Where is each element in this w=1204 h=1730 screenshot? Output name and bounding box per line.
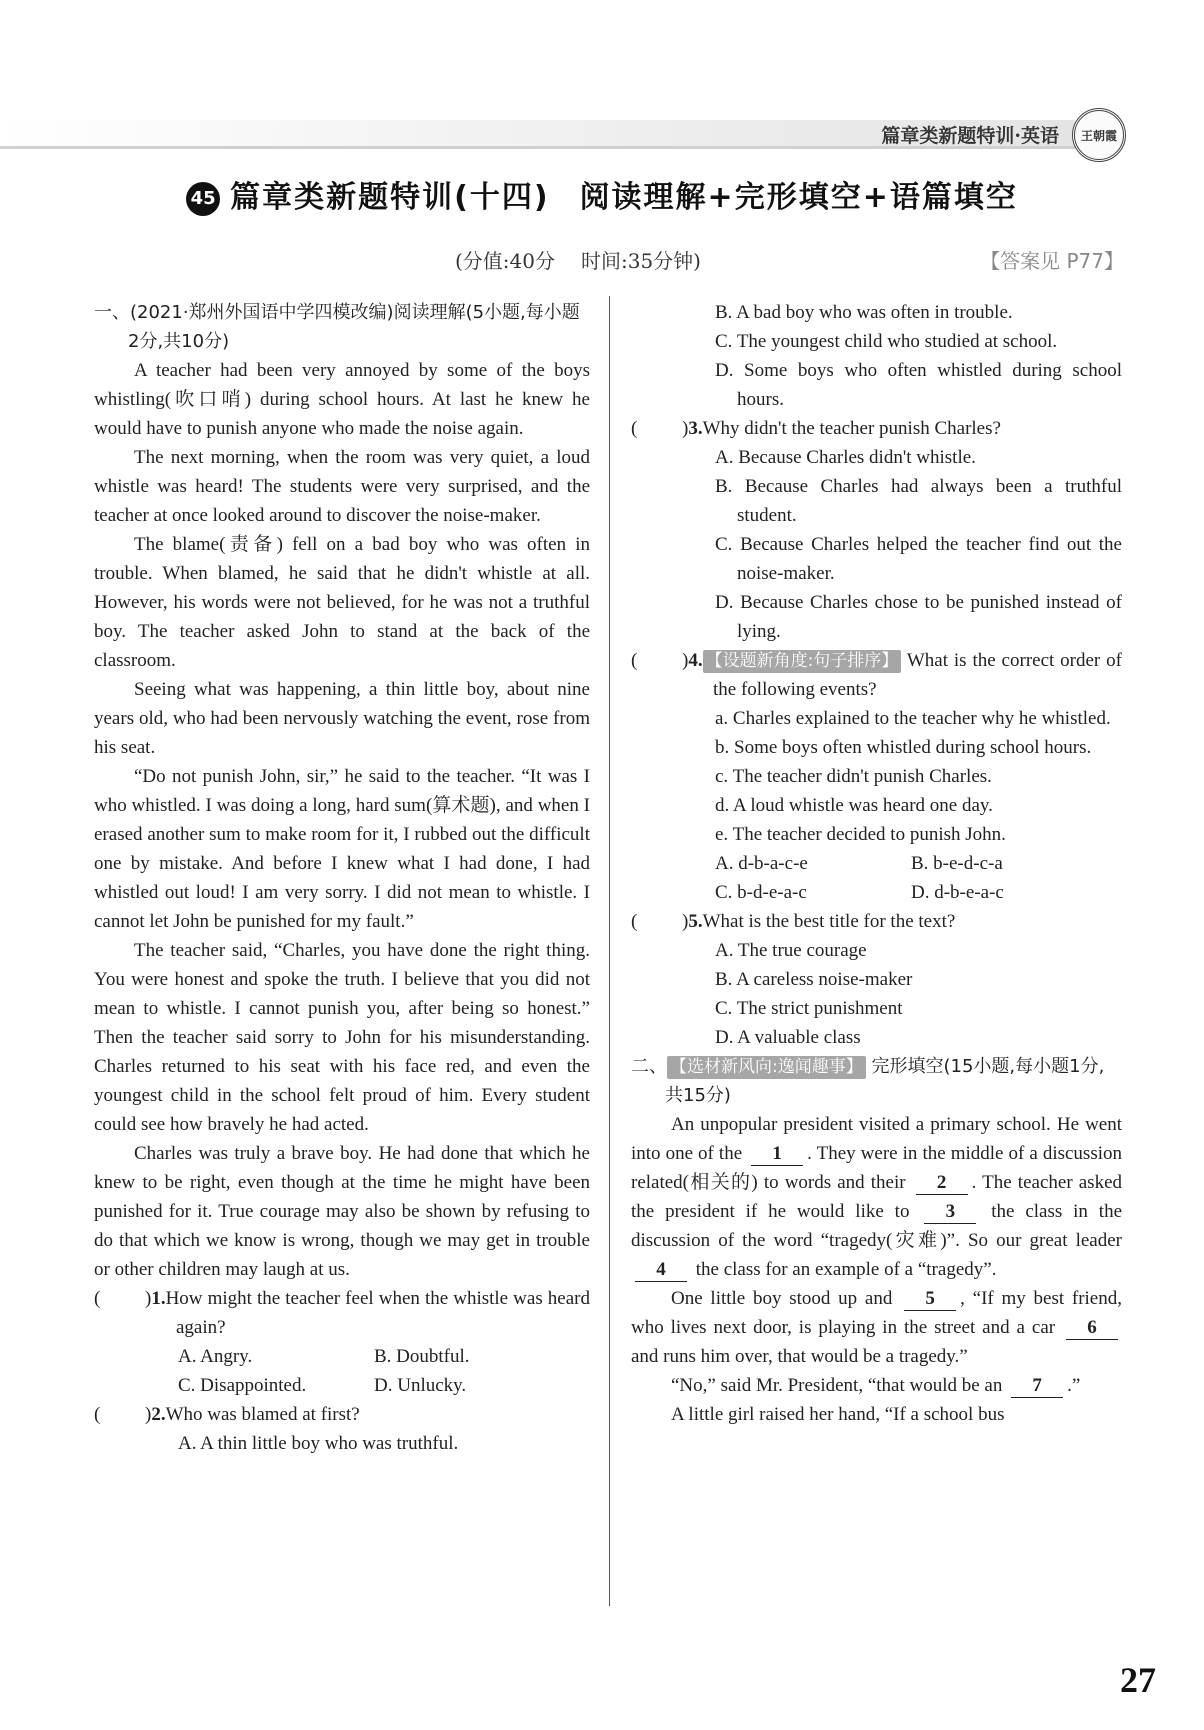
option-row xyxy=(631,878,1122,907)
cloze-text: and runs him over, that would be a tragedy.” xyxy=(631,1346,968,1367)
time-limit: 时间:35分钟) xyxy=(581,249,701,273)
section1-heading: 一、(2021·郑州外国语中学四模改编)阅读理解(5小题,每小题2分,共10分) xyxy=(94,302,580,352)
option-b[interactable]: B. Doubtful. xyxy=(374,1346,470,1367)
question-stem xyxy=(631,646,1122,704)
option-c[interactable]: C. Disappointed. xyxy=(178,1375,307,1396)
option-d[interactable]: D. A valuable class xyxy=(715,1027,861,1048)
option-b[interactable]: B. A careless noise-maker xyxy=(715,969,913,990)
question-tag: 【设题新角度:句子排序】 xyxy=(703,650,902,673)
cloze-passage xyxy=(631,1110,1122,1429)
question-stem xyxy=(94,1284,590,1342)
option-a[interactable]: A. Because Charles didn't whistle. xyxy=(715,447,976,468)
passage-paragraph: Charles was truly a brave boy. He had done that which he knew to be right, even though at the time he might have been punished for it. True courage may also be shown by refusing to do that which we know is wrong, though we may get in trouble or other children may laugh at us. xyxy=(94,1143,590,1280)
cloze-text: One little boy stood up and xyxy=(671,1288,901,1309)
cloze-text: A little girl raised her hand, “If a school bus xyxy=(671,1404,1005,1425)
cloze-text: . The teacher asked the president if he would like to xyxy=(631,1172,1123,1222)
option-b[interactable]: B. b-e-d-c-a xyxy=(911,853,1003,874)
option-row xyxy=(94,1342,590,1371)
option-row xyxy=(631,849,1122,878)
cloze-blank[interactable]: 1 xyxy=(751,1143,803,1166)
event-item: c. The teacher didn't punish Charles. xyxy=(715,766,992,787)
option-d[interactable]: D. Some boys who often whistled during school hours. xyxy=(715,360,1122,410)
questions-right xyxy=(631,298,1122,1052)
option-a[interactable]: A. d-b-a-c-e xyxy=(715,853,808,874)
question-stem xyxy=(94,1400,590,1429)
option-row xyxy=(94,1371,590,1400)
cloze-blank[interactable]: 7 xyxy=(1011,1375,1063,1398)
question-stem xyxy=(631,907,1122,936)
option-c[interactable]: C. Because Charles helped the teacher find out the noise-maker. xyxy=(715,534,1122,584)
cloze-blank[interactable]: 4 xyxy=(635,1259,687,1282)
answer-paren-open[interactable]: ( xyxy=(94,1404,101,1425)
passage-paragraph: A teacher had been very annoyed by some of the boys whistling(吹口哨) during school hours. At last he knew he would have to punish anyone who made the noise again. xyxy=(94,360,590,439)
question-number: 3. xyxy=(688,418,703,439)
question-number: 5. xyxy=(688,911,703,932)
cloze-text: “No,” said Mr. President, “that would be an xyxy=(671,1375,1008,1396)
page-number: 27 xyxy=(1120,1660,1156,1700)
page-title xyxy=(0,172,1204,216)
event-item: e. The teacher decided to punish John. xyxy=(715,824,1006,845)
running-header-title: 篇章类新题特训·英语 xyxy=(881,125,1059,147)
option-d[interactable]: D. Because Charles chose to be punished instead of lying. xyxy=(715,592,1122,642)
question-stem xyxy=(631,414,1122,443)
option-c[interactable]: C. The youngest child who studied at school. xyxy=(715,331,1058,352)
answer-paren-open[interactable]: ( xyxy=(94,1288,101,1309)
cloze-text: .” xyxy=(1067,1375,1081,1396)
passage-paragraph: The next morning, when the room was very quiet, a loud whistle was heard! The students were very surprised, and the teacher at once looked around to discover the noise-maker. xyxy=(94,447,590,526)
answer-paren-close: ) xyxy=(682,418,689,439)
score-value: (分值:40分 xyxy=(455,249,555,273)
event-item: b. Some boys often whistled during school hours. xyxy=(715,737,1092,758)
option-b[interactable]: B. A bad boy who was often in trouble. xyxy=(715,302,1013,323)
cloze-paragraph xyxy=(631,1400,1122,1429)
answer-paren-close: ) xyxy=(682,650,689,671)
cloze-text: , “If my best friend, who lives next door, is playing in the street and a car xyxy=(631,1288,1122,1338)
cloze-paragraph xyxy=(631,1371,1122,1400)
option-d[interactable]: D. Unlucky. xyxy=(374,1375,467,1396)
option-a[interactable]: A. Angry. xyxy=(178,1346,253,1367)
publisher-logo xyxy=(1072,108,1126,162)
option-a[interactable]: A. The true courage xyxy=(715,940,867,961)
option-d[interactable]: D. d-b-e-a-c xyxy=(911,882,1004,903)
reading-passage xyxy=(94,356,590,1284)
option-b[interactable]: B. Because Charles had always been a truthful student. xyxy=(715,476,1122,526)
answer-paren-open[interactable]: ( xyxy=(631,418,638,439)
option-a[interactable]: A. A thin little boy who was truthful. xyxy=(178,1433,459,1454)
option-c[interactable]: C. The strict punishment xyxy=(715,998,903,1019)
question-text: Who was blamed at first? xyxy=(165,1404,360,1425)
cloze-text: the class for an example of a “tragedy”. xyxy=(691,1259,997,1280)
title-sub: 阅读理解+完形填空+语篇填空 xyxy=(579,180,1018,215)
question-text: What is the correct order of the following events? xyxy=(713,650,1122,700)
question-text: How might the teacher feel when the whistle was heard again? xyxy=(165,1288,590,1338)
score-time-info xyxy=(455,245,701,274)
left-column xyxy=(94,298,590,1458)
unit-number-badge: 45 xyxy=(186,182,220,216)
question-number: 1. xyxy=(151,1288,166,1309)
section2-title: 完形填空(15小题,每小题1分,共15分) xyxy=(665,1056,1105,1106)
title-main: 篇章类新题特训(十四) xyxy=(230,180,550,215)
section2-tag: 【选材新风向:逸闻趣事】 xyxy=(667,1056,866,1079)
question-text: What is the best title for the text? xyxy=(702,911,956,932)
cloze-blank[interactable]: 3 xyxy=(924,1201,976,1224)
event-item: d. A loud whistle was heard one day. xyxy=(715,795,993,816)
answer-paren-close: ) xyxy=(682,911,689,932)
answer-paren-open[interactable]: ( xyxy=(631,650,638,671)
cloze-text: An unpopular president visited a primary school. He went into one of the xyxy=(631,1114,1122,1164)
passage-paragraph: “Do not punish John, sir,” he said to the teacher. “It was I who whistled. I was doing a long, hard sum(算术题), and when I erased another sum to make room for it, I rubbed out the difficult one by mistake. And before I knew what I had done, I had whistled out loud! I am very sorry. I did not mean to whistle. I cannot let John be punished for my fault.” xyxy=(94,766,590,932)
logo-text: 王朝霞 xyxy=(1080,128,1117,143)
cloze-blank[interactable]: 5 xyxy=(904,1288,956,1311)
cloze-text: . They were in the middle of a discussion related(相关的) to words and their xyxy=(631,1143,1122,1193)
answer-paren-close: ) xyxy=(145,1288,152,1309)
cloze-blank[interactable]: 2 xyxy=(916,1172,968,1195)
section2-heading xyxy=(631,1052,1122,1110)
cloze-paragraph xyxy=(631,1110,1122,1284)
cloze-text: the class in the discussion of the word “tragedy(灾难)”. So our great leader xyxy=(631,1201,1123,1251)
right-column xyxy=(631,298,1122,1429)
event-item: a. Charles explained to the teacher why he whistled. xyxy=(715,708,1111,729)
section2-prefix: 二、 xyxy=(631,1056,667,1077)
answer-paren-close: ) xyxy=(145,1404,152,1425)
answer-reference: 【答案见 P77】 xyxy=(980,249,1124,273)
passage-paragraph: The teacher said, “Charles, you have done the right thing. You were honest and spoke the truth. I believe that you did not mean to whistle. I cannot punish you, after being so honest.” Then the teacher said sorry to John for his misunderstanding. Charles returned to his seat with his face red, and even the youngest child in the school felt proud of him. Every student could see how bravely he had acted. xyxy=(94,940,590,1135)
question-text: Why didn't the teacher punish Charles? xyxy=(702,418,1001,439)
column-divider xyxy=(609,296,610,1606)
question-number: 2. xyxy=(151,1404,166,1425)
answer-paren-open[interactable]: ( xyxy=(631,911,638,932)
passage-paragraph: Seeing what was happening, a thin little boy, about nine years old, who had been nervously watching the event, rose from his seat. xyxy=(94,679,590,758)
questions-left xyxy=(94,1284,590,1458)
option-c[interactable]: C. b-d-e-a-c xyxy=(715,882,807,903)
cloze-paragraph xyxy=(631,1284,1122,1371)
passage-paragraph: The blame(责备) fell on a bad boy who was often in trouble. When blamed, he said that he didn't whistle at all. However, his words were not believed, for he was not a truthful boy. The teacher asked John to stand at the back of the classroom. xyxy=(94,534,590,671)
cloze-blank[interactable]: 6 xyxy=(1066,1317,1118,1340)
question-number: 4. xyxy=(688,650,703,671)
